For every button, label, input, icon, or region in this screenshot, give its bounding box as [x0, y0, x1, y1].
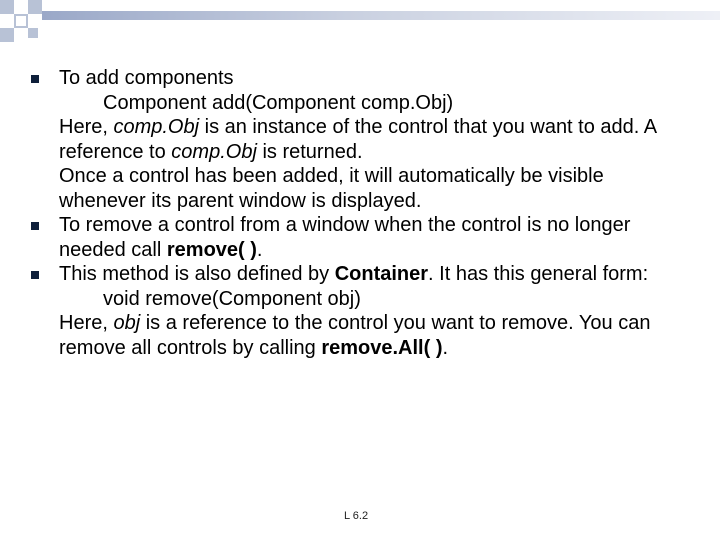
corner-square: [28, 28, 38, 38]
item-text: To remove a control from a window when the control is no longer needed call remove( ).: [59, 214, 631, 261]
square-bullet-icon: [31, 222, 39, 230]
bullet-item-add: [30, 66, 690, 213]
slide-footer: L 6.2: [344, 510, 369, 522]
slide-content: [30, 66, 690, 360]
explanation-paragraph: Once a control has been added, it will automatically be visible whenever its parent window is displayed.: [59, 165, 604, 212]
corner-decoration: [0, 0, 60, 50]
code-signature: Component add(Component comp.Obj): [103, 91, 454, 114]
explanation-paragraph: Here, obj is a reference to the control you want to remove. You can remove all controls by calling remove.All( ).: [59, 312, 651, 359]
explanation-paragraph: Here, comp.Obj is an instance of the control that you want to add. A reference to comp.Obj is returned.: [59, 116, 657, 163]
corner-square: [0, 28, 14, 42]
code-signature: void remove(Component obj): [103, 287, 361, 310]
corner-square: [0, 0, 14, 14]
header-bar: [42, 11, 720, 20]
bullet-item-container: [30, 262, 690, 360]
item-text: This method is also defined by Container. It has this general form:: [59, 263, 649, 285]
square-bullet-icon: [31, 271, 39, 279]
square-bullet-icon: [31, 75, 39, 83]
bullet-item-remove: [30, 213, 690, 262]
corner-square: [28, 0, 42, 14]
item-title: To add components: [59, 67, 234, 89]
corner-square: [16, 16, 26, 26]
